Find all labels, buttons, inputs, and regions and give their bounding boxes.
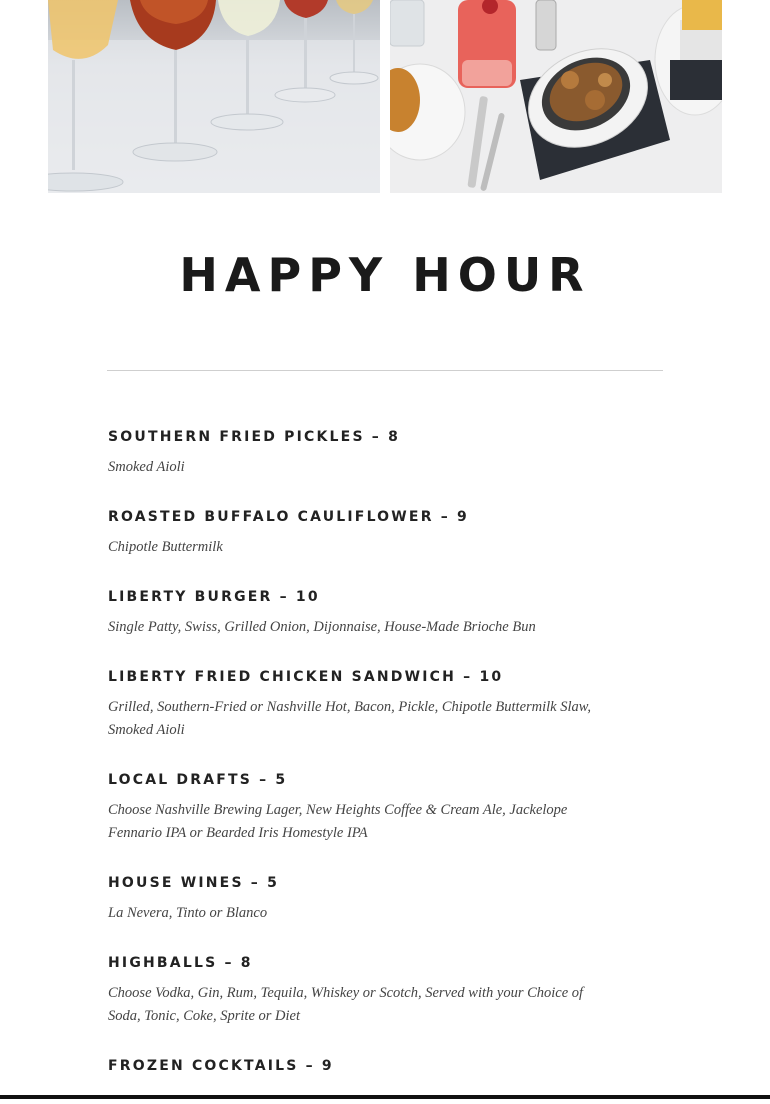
menu-item-price: 9 — [321, 1058, 334, 1074]
divider — [107, 370, 663, 371]
menu-item — [108, 507, 628, 559]
menu-item-title: LIBERTY FRIED CHICKEN SANDWICH — [108, 669, 457, 685]
menu-item — [108, 1056, 628, 1076]
menu-item-name — [108, 427, 628, 447]
menu-item-name — [108, 770, 628, 790]
menu-item — [108, 427, 628, 479]
photo-drinks — [48, 0, 380, 193]
menu-item-description: La Nevera, Tinto or Blanco — [108, 905, 268, 921]
price-separator: – — [364, 429, 389, 445]
menu-item-price: 5 — [267, 875, 280, 891]
menu-item — [108, 587, 628, 639]
menu-item-title: HIGHBALLS — [108, 955, 218, 971]
menu-item-description: Smoked Aioli — [108, 459, 185, 475]
menu-item-price: 8 — [388, 429, 401, 445]
menu-item-price: 8 — [240, 955, 253, 971]
price-separator: – — [298, 1058, 322, 1074]
menu-list — [108, 427, 628, 1104]
menu-item-description: Single Patty, Swiss, Grilled Onion, Dijonnaise, House-Made Brioche Bun — [108, 619, 536, 635]
menu-item — [108, 953, 628, 1028]
menu-item-title: LOCAL DRAFTS — [108, 772, 253, 788]
menu-item-name — [108, 507, 628, 527]
menu-item — [108, 873, 628, 925]
price-separator: – — [217, 955, 241, 971]
menu-item-title: LIBERTY BURGER — [108, 589, 273, 605]
menu-item-price: 5 — [275, 772, 288, 788]
menu-item-description: Choose Vodka, Gin, Rum, Tequila, Whiskey or Scotch, Served with your Choice of Soda, Tonic, Coke, Sprite or Diet — [108, 985, 584, 1024]
price-separator: – — [272, 589, 296, 605]
menu-item-name — [108, 667, 628, 687]
page-title: HAPPY HOUR — [179, 248, 591, 302]
menu-item-price: 9 — [457, 509, 469, 525]
menu-item-description: Chipotle Buttermilk — [108, 539, 223, 555]
menu-item-name — [108, 1056, 628, 1076]
photo-food — [390, 0, 722, 193]
menu-item-title: SOUTHERN FRIED PICKLES — [108, 429, 365, 445]
menu-item — [108, 770, 628, 845]
menu-item-title: ROASTED BUFFALO CAULIFLOWER — [108, 509, 434, 525]
menu-item-description: Grilled, Southern-Fried or Nashville Hot, Bacon, Pickle, Chipotle Buttermilk Slaw, Smoked Aioli — [108, 699, 591, 738]
price-separator: – — [243, 875, 268, 891]
menu-item-price: 10 — [479, 669, 504, 685]
bottom-bar — [0, 1095, 770, 1099]
menu-item-title: HOUSE WINES — [108, 875, 244, 891]
price-separator: – — [433, 509, 458, 525]
menu-item-title: FROZEN COCKTAILS — [108, 1058, 299, 1074]
menu-item-name — [108, 587, 628, 607]
menu-item-description: Choose Nashville Brewing Lager, New Heights Coffee & Cream Ale, Jackelope Fennario IPA or Bearded Iris Homestyle IPA — [108, 802, 568, 841]
price-separator: – — [252, 772, 276, 788]
menu-item-name — [108, 873, 628, 893]
price-separator: – — [456, 669, 480, 685]
menu-item-name — [108, 953, 628, 973]
menu-item-price: 10 — [295, 589, 320, 605]
menu-item — [108, 667, 628, 742]
